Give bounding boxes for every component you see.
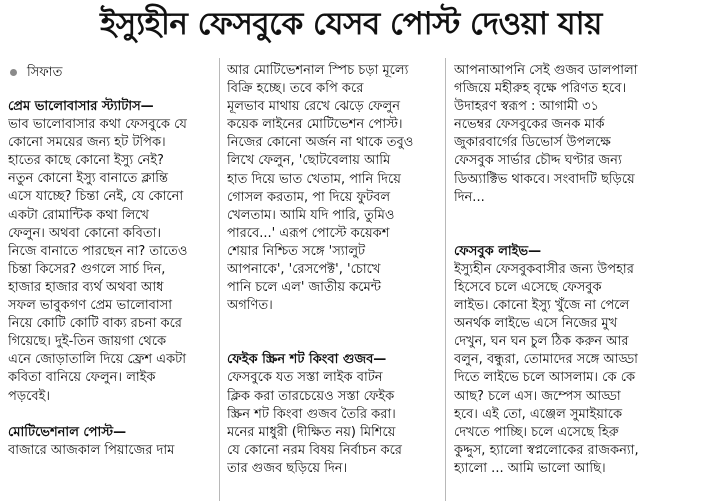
text-line: হিসেবে চলে এসেছে ফেসবুক bbox=[454, 279, 602, 295]
text-line: মূলভাব মাথায় রেখে ঝেড়ে ফেলুন bbox=[227, 99, 400, 115]
text-line: ডিঅ্যাক্টিভ থাকবে। সংবাদটি ছড়িয়ে bbox=[454, 171, 635, 187]
text-line: কুদ্দুস, হ্যালো স্বপ্নলোকের রাজকন্যা, bbox=[454, 442, 639, 458]
text-line: ইস্যুহীন ফেসবুকবাসীর জন্য উপহার bbox=[454, 261, 634, 277]
text-line: নিয়ে কোটি কোটি বাক্য রচনা করে bbox=[8, 316, 182, 332]
column-2 bbox=[227, 62, 435, 478]
article-headline: ইস্যুহীন ফেসবুকে যেসব পোস্ট দেওয়া যায় bbox=[100, 6, 602, 42]
bullet-icon bbox=[10, 69, 17, 76]
text-line: বাজারে আজকাল পিয়াজের দাম bbox=[8, 442, 175, 458]
text-line: ক্লিক করা তারচেয়েও সস্তা ফেইক bbox=[227, 388, 395, 404]
text-line: কোনো সময়ের জন্য হট টপিক। bbox=[8, 135, 166, 151]
text-line: এনে জোড়াতালি দিয়ে ফ্রেশ একটা bbox=[8, 352, 187, 368]
text-line: দেখতে পাচ্ছি। চলে এসেছে হিরু bbox=[454, 424, 619, 440]
section-gap bbox=[454, 207, 700, 225]
section-gap bbox=[454, 225, 700, 243]
text-line: ফেসবুক সার্ভার চৌদ্দ ঘণ্টার জন্য bbox=[454, 153, 622, 169]
text-line: একটা রোমান্টিক কথা লিখে bbox=[8, 207, 149, 223]
text-line: হাজার হাজার ব্যর্থ অথবা আধ bbox=[8, 279, 164, 295]
text-line: ফেলুন। অথবা কোনো কবিতা। bbox=[8, 225, 162, 241]
section-gap bbox=[8, 406, 214, 424]
text-line: বলুন, বন্ধুরা, তোমাদের সঙ্গে আড্ডা bbox=[454, 352, 638, 368]
text-line: নিজের কোনো অর্জন না থাকে তবুও bbox=[227, 135, 414, 151]
text-line: নতুন কোনো ইস্যু বানাতে ক্লান্তি bbox=[8, 171, 168, 187]
section-gap bbox=[227, 315, 435, 333]
section-gap bbox=[227, 333, 435, 351]
column-divider-1 bbox=[219, 58, 220, 501]
text-line: দিতে লাইভে চলে আসলাম। কে কে bbox=[454, 370, 636, 386]
text-line: লিখে ফেলুন, 'ছোটবেলায় আমি bbox=[227, 153, 391, 169]
text-line: লাইভ। কোনো ইস্যু খুঁজে না পেলে bbox=[454, 298, 630, 314]
text-line: মনের মাধুরী (দীক্ষিত নয়) মিশিয়ে bbox=[227, 424, 396, 440]
text-line: উদাহরণ স্বরূপ : আগামী ৩১ bbox=[454, 99, 599, 115]
section-title-facebook-live: ফেসবুক লাইভ— bbox=[454, 243, 542, 259]
text-line: পারবে...' এরূপ পোস্টে কয়েকশ bbox=[227, 225, 390, 241]
section-title-motivational: মোটিভেশনাল পোস্ট— bbox=[8, 424, 127, 440]
column-divider-2 bbox=[445, 58, 446, 501]
byline bbox=[8, 62, 214, 84]
text-line: তার গুজব ছড়িয়ে দিন। bbox=[227, 460, 348, 476]
text-line: দিন... bbox=[454, 189, 485, 205]
text-line: অনর্থক লাইভে এসে নিজের মুখ bbox=[454, 316, 618, 332]
section-title-romance: প্রেম ভালোবাসার স্ট্যাটাস— bbox=[8, 99, 154, 114]
text-line: এসে যাচ্ছে? চিন্তা নেই, যে কোনো bbox=[8, 189, 184, 205]
text-line: আপনাআপনি সেই গুজব ডালপালা bbox=[454, 63, 638, 78]
text-line: যে কোনো নরম বিষয় নির্বাচন করে bbox=[227, 442, 402, 458]
text-line: পড়বেই। bbox=[8, 388, 50, 404]
column-3 bbox=[454, 62, 700, 478]
text-line: গিয়েছে। দুই-তিন জায়গা থেকে bbox=[8, 334, 167, 350]
text-line: পানি চলে এল' জাতীয় কমেন্ট bbox=[227, 280, 381, 296]
text-line: আপনাকে', 'রেসপেক্ট', 'চোখে bbox=[227, 262, 381, 278]
text-line: দেখুন, ঘন ঘন চুল ঠিক করুন আর bbox=[454, 334, 629, 350]
text-line: সফল ভাবুকগণ প্রেম ভালোবাসা bbox=[8, 298, 173, 314]
text-line: ভাব ভালোবাসার কথা ফেসবুকে যে bbox=[8, 117, 187, 133]
text-line: হাত দিয়ে ভাত খেতাম, পানি দিয়ে bbox=[227, 171, 401, 187]
text-line: হাতের কাছে কোনো ইস্যু নেই? bbox=[8, 153, 164, 169]
text-line: নিজে বানাতে পারছেন না? তাতেও bbox=[8, 243, 188, 259]
text-line: কয়েক লাইনের মোটিভেশন পোস্ট। bbox=[227, 117, 403, 133]
section-title-fake-screenshot: ফেইক স্ক্রিন শট কিংবা গুজব— bbox=[227, 352, 387, 368]
text-line: কবিতা বানিয়ে ফেলুন। লাইক bbox=[8, 370, 156, 386]
text-line: জুকারবার্গের ডিভোর্স উপলক্ষে bbox=[454, 135, 611, 151]
text-line: ফেসবুকে যত সস্তা লাইক বাটন bbox=[227, 370, 383, 386]
text-line: শেয়ার নিশ্চিত সঙ্গে 'স্যালুট bbox=[227, 243, 366, 259]
text-line: গজিয়ে মহীরুহ বৃক্ষে পরিণত হবে। bbox=[454, 81, 627, 97]
text-line: গোসল করতাম, পা দিয়ে ফুটবল bbox=[227, 189, 391, 205]
text-line: হবে। এই তো, এঞ্জেল সুমাইয়াকে bbox=[454, 406, 623, 422]
text-line: হ্যালো ... আমি ভালো আছি। bbox=[454, 460, 606, 476]
text-line: আছ? চলে এস। জম্পেস আড্ডা bbox=[454, 388, 621, 404]
text-line: অগণিত। bbox=[227, 298, 273, 314]
text-line: চিন্তা কিসের? গুগলে সার্চ দিন, bbox=[8, 261, 166, 277]
author-name: সিফাত bbox=[27, 65, 63, 80]
text-line: খেলতাম। আমি যদি পারি, তুমিও bbox=[227, 207, 395, 223]
text-line: আর মোটিভেশনাল স্পিচ চড়া মূল্যে bbox=[227, 63, 409, 78]
text-line: স্ক্রিন শট কিংবা গুজব তৈরি করা। bbox=[227, 406, 396, 422]
column-1 bbox=[8, 62, 214, 460]
text-line: বিক্রি হচ্ছে। তবে কপি করে bbox=[227, 81, 364, 97]
text-line: নভেম্বর ফেসবুকের জনক মার্ক bbox=[454, 117, 605, 133]
